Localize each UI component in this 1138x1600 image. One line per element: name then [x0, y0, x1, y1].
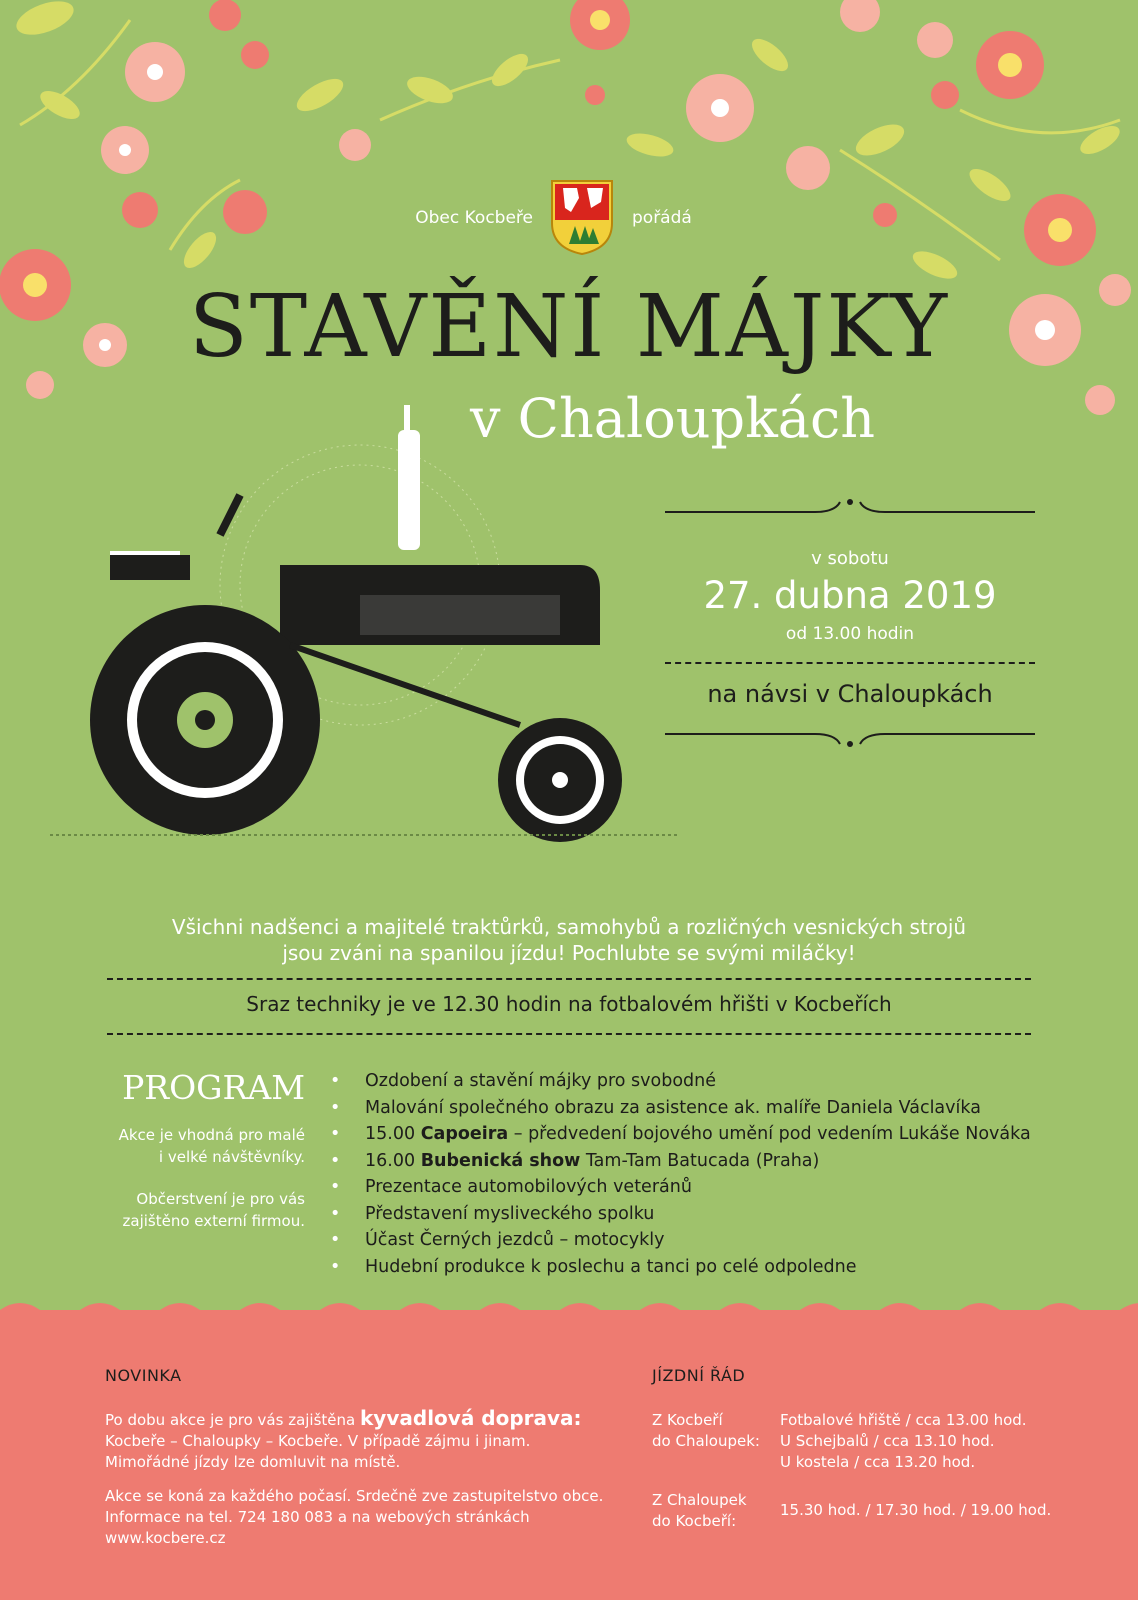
list-item [330, 1227, 1070, 1254]
intro-line-1: Všichni nadšenci a majitelé traktůrků, samohybů a rozličných vesnických strojů [171, 915, 967, 939]
bullet-icon: • [330, 1124, 341, 1144]
bullet-icon: • [330, 1150, 341, 1171]
intro-text [80, 914, 1058, 966]
stop-time: Fotbalové hřiště / cca 13.00 hod. [780, 1411, 1027, 1429]
bullet-icon: • [330, 1230, 341, 1250]
divider [107, 1033, 1031, 1035]
ornament-bottom-icon [665, 726, 1035, 756]
note-line: zajištěno externí firmou. [122, 1212, 305, 1230]
route-line: Z Kocbeří [652, 1411, 723, 1429]
poster-title: STAVĚNÍ MÁJKY [188, 277, 950, 377]
item-text: – předvedení bojového umění pod vedením Lukáše Nováka [508, 1124, 1031, 1144]
item-highlight: Capoeira [420, 1124, 509, 1144]
item-time: 16.00 [365, 1150, 416, 1171]
news-line: Kocbeře – Chaloupky – Kocbeře. V případě zájmu i jinam. [105, 1432, 531, 1450]
route-line: do Kocbeří: [652, 1512, 737, 1530]
event-day: v sobotu [811, 548, 889, 569]
item-highlight: Bubenická show [420, 1150, 581, 1171]
event-place: na návsi v Chaloupkách [707, 680, 993, 708]
item-text: Představení mysliveckého spolku [365, 1203, 655, 1224]
item-text: Účast Černých jezdců – motocykly [365, 1230, 665, 1250]
bullet-icon: • [330, 1097, 341, 1118]
news-line [105, 1408, 645, 1431]
route-2-times: 15.30 hod. / 17.30 hod. / 19.00 hod. [780, 1501, 1052, 1519]
contact-text [105, 1486, 645, 1549]
route-1-label [652, 1410, 760, 1452]
item-text: Hudební produkce k poslechu a tanci po celé odpoledne [365, 1256, 857, 1277]
news-highlight: kyvadlová doprava: [360, 1406, 582, 1430]
note-line: Akce je vhodná pro malé [118, 1126, 305, 1144]
schedule-heading: JÍZDNÍ ŘÁD [652, 1366, 746, 1385]
program-list [330, 1068, 1070, 1280]
route-line: do Chaloupek: [652, 1432, 760, 1450]
event-time: od 13.00 hodin [785, 624, 915, 644]
route-1-times [780, 1410, 1027, 1473]
bullet-icon: • [330, 1177, 341, 1197]
website-link[interactable]: www.kocbere.cz [105, 1529, 226, 1547]
stop-time: U Schejbalů / cca 13.10 hod. [780, 1432, 995, 1450]
news-line: Mimořádné jízdy lze domluvit na místě. [105, 1453, 401, 1471]
item-text: Ozdobení a stavění májky pro svobodné [365, 1071, 717, 1091]
intro-line-2: jsou zváni na spanilou jízdu! Pochlubte se svými miláčky! [282, 941, 856, 965]
bullet-icon: • [330, 1203, 341, 1224]
list-item [330, 1148, 1070, 1175]
contact-line: Akce se koná za každého počasí. Srdečně zve zastupitelstvo obce. [105, 1487, 604, 1505]
item-text: Tam-Tam Batucada (Praha) [580, 1150, 820, 1171]
list-item [330, 1174, 1070, 1201]
organizer-verb: pořádá [632, 208, 692, 228]
item-text: Malování společného obrazu za asistence ak. malíře Daniela Václavíka [365, 1097, 981, 1118]
organizer-name: Obec Kocbeře [415, 208, 533, 228]
meeting-text: Sraz techniky je ve 12.30 hodin na fotbalovém hřišti v Kocbeřích [246, 992, 892, 1016]
news-line-text: Po dobu akce je pro vás zajištěna [105, 1411, 360, 1429]
tractor-illustration [40, 395, 680, 865]
stop-time: U kostela / cca 13.20 hod. [780, 1453, 976, 1471]
divider [107, 978, 1031, 980]
news-text [105, 1408, 645, 1473]
item-time: 15.00 [365, 1124, 416, 1144]
list-item [330, 1121, 1070, 1148]
list-item [330, 1068, 1070, 1095]
divider [665, 662, 1035, 664]
note-line: i velké návštěvníky. [158, 1148, 305, 1166]
program-note-refreshments [80, 1188, 305, 1232]
list-item [330, 1201, 1070, 1228]
program-title: PROGRAM [122, 1068, 305, 1107]
poster-subtitle: v Chaloupkách [470, 387, 876, 450]
bullet-icon: • [330, 1071, 341, 1091]
list-item [330, 1095, 1070, 1122]
route-line: Z Chaloupek [652, 1491, 747, 1509]
organizer-line [0, 178, 1138, 258]
program-note-audience [80, 1124, 305, 1168]
event-date: 27. dubna 2019 [703, 574, 997, 617]
ornament-top-icon [665, 490, 1035, 520]
coat-of-arms-icon [549, 178, 615, 256]
contact-line: Informace na tel. 724 180 083 a na webových stránkách [105, 1508, 530, 1526]
item-text: Prezentace automobilových veteránů [365, 1177, 692, 1197]
list-item [330, 1254, 1070, 1281]
news-heading: NOVINKA [105, 1366, 182, 1385]
note-line: Občerstvení je pro vás [136, 1190, 305, 1208]
bullet-icon: • [330, 1256, 341, 1277]
route-2-label [652, 1490, 747, 1532]
